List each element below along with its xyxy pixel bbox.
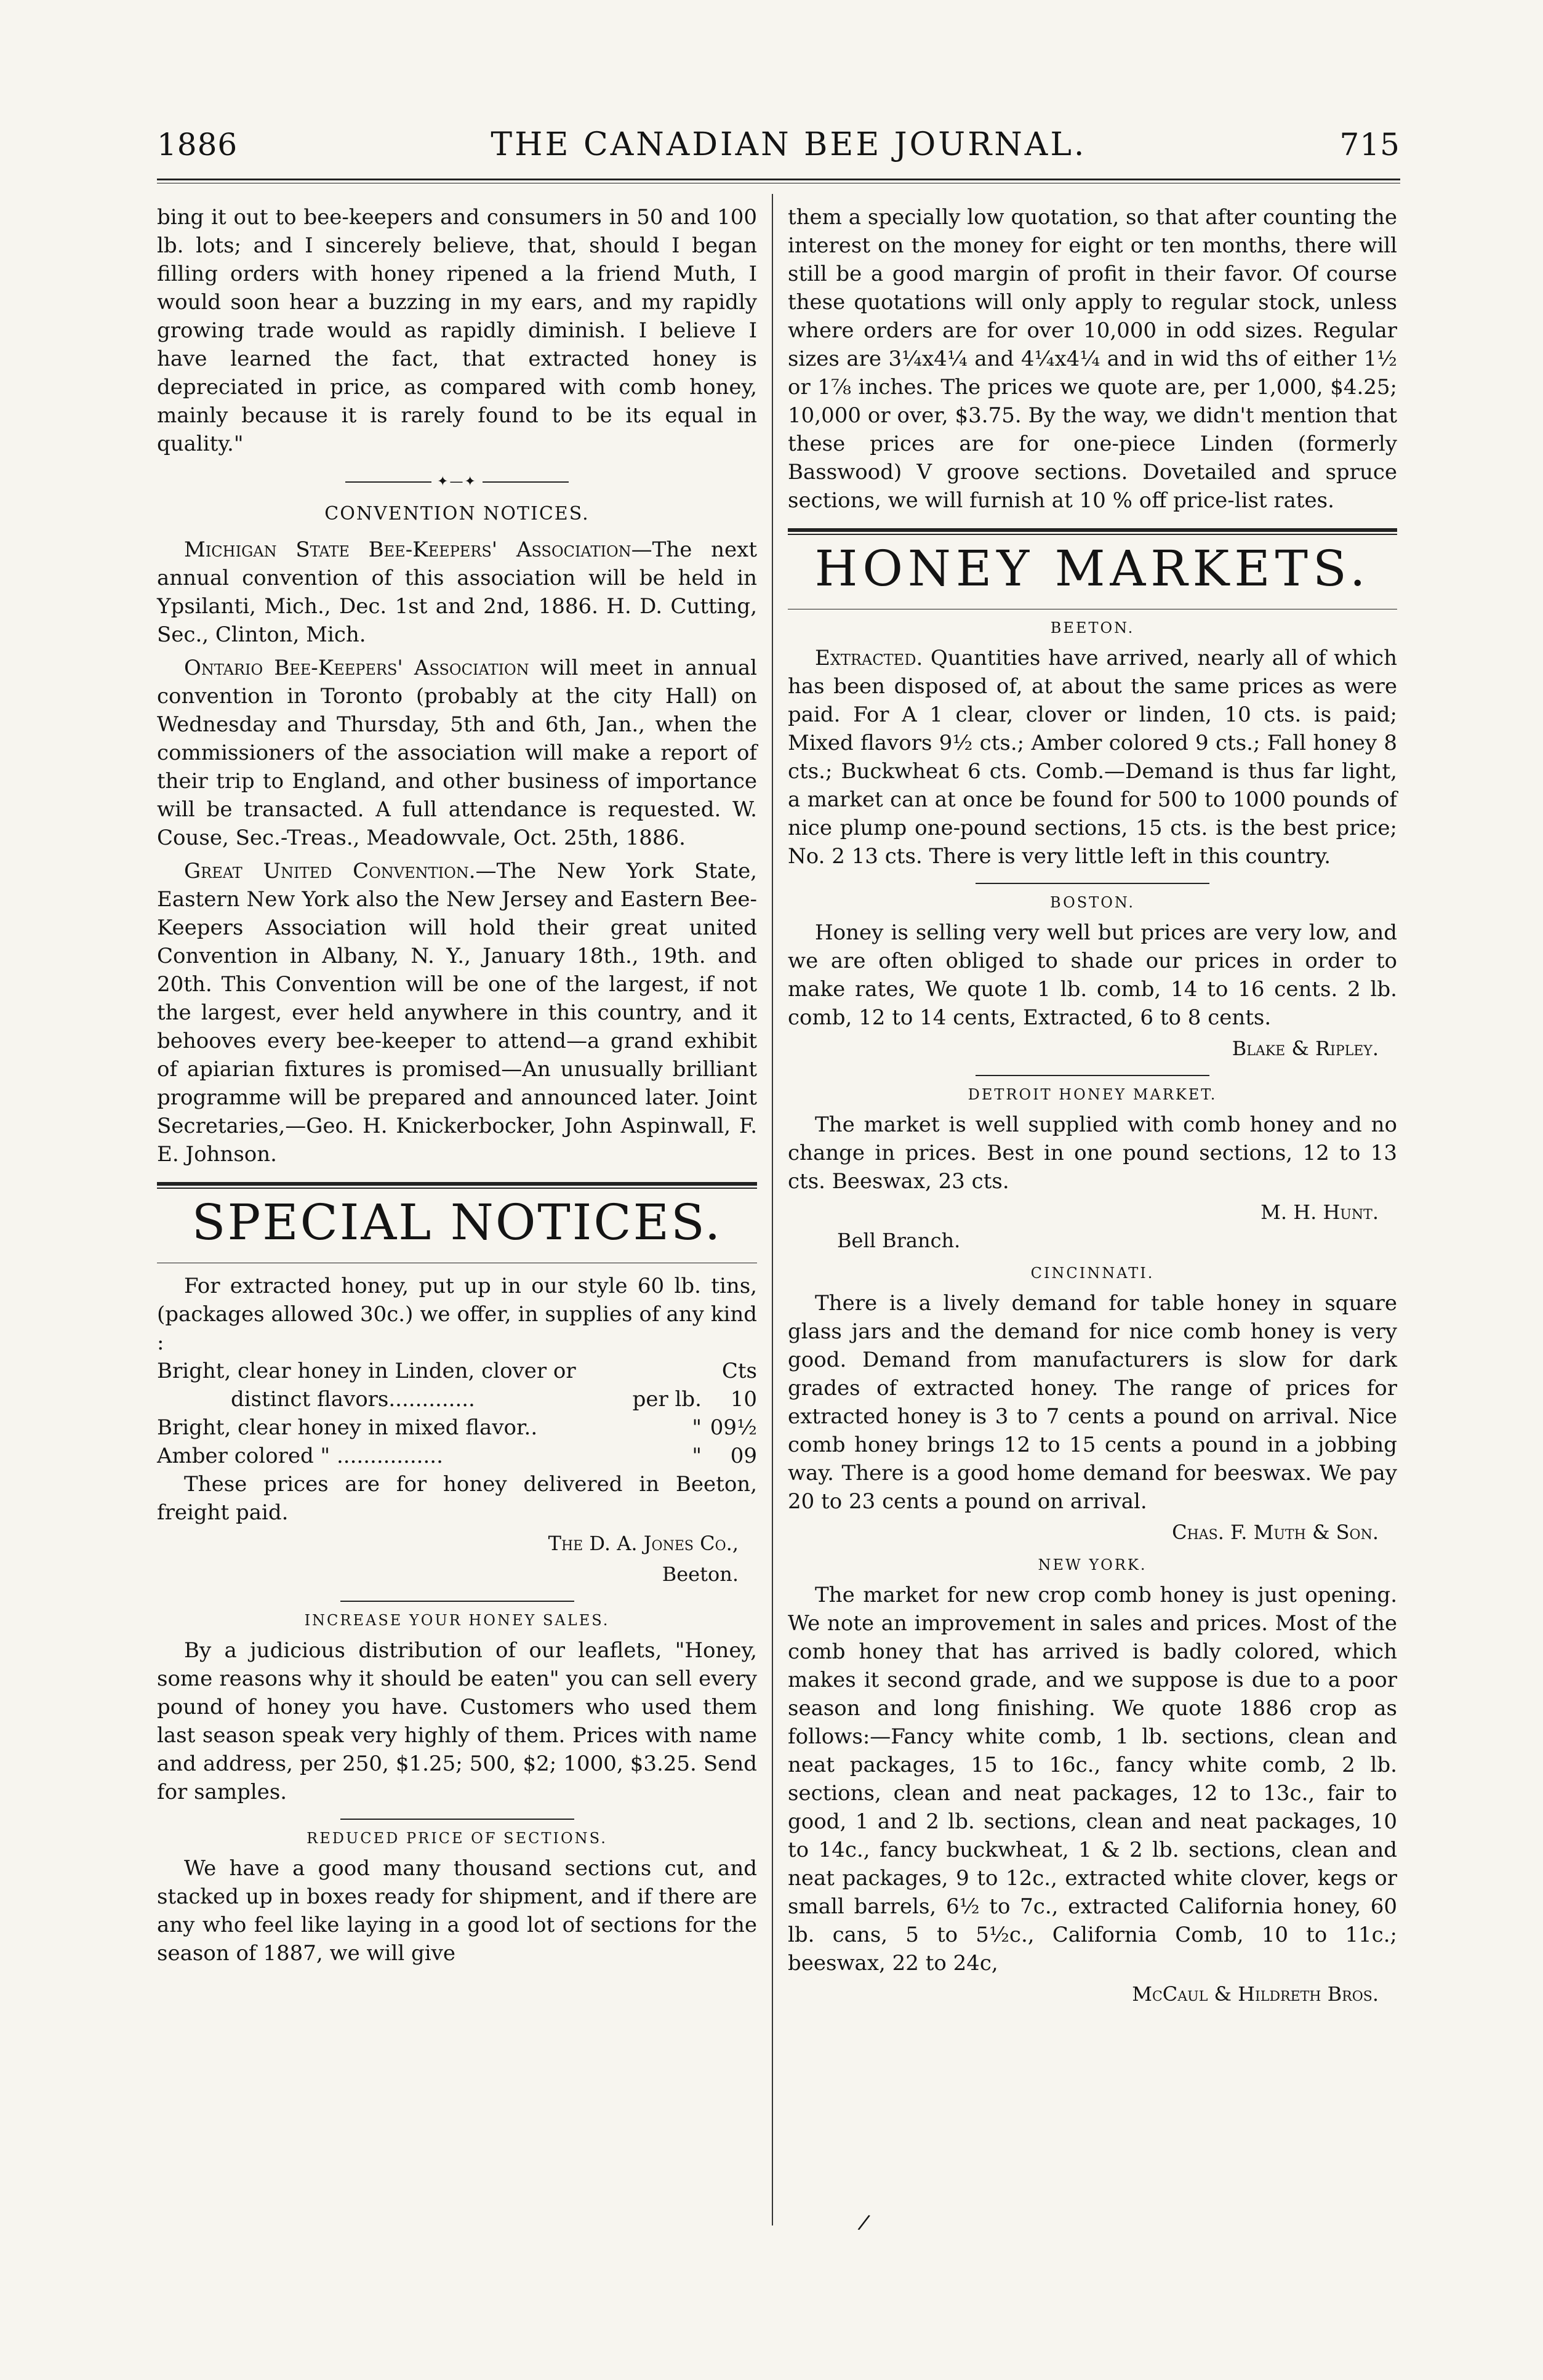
jones-location: Beeton. — [662, 1562, 739, 1586]
price-unit: " — [692, 1444, 702, 1468]
price-label: distinct flavors............. — [231, 1387, 475, 1412]
cincinnati-report: There is a lively demand for table honey in square glass jars and the demand for nice comb honey is very good. Demand from manufacturers is slow for dark grades of extracted honey. The range of prices for extracted honey is 3 to 7 cents a pound on arrival. Nice comb honey brings 12 to 15 cents a pound in a jobbing way. There is a good home demand for beeswax. We pay 20 to 23 cents a pound on arrival. — [788, 1291, 1397, 1514]
michigan-notice — [157, 536, 757, 649]
intro-paragraph: bing it out to bee-keepers and consumers in 50 and 100 lb. lots; and I sincerely believe, that, should I began filling orders with honey ripened a la friend Muth, I would soon hear a buzzing in my ears, and my rapidly growing trade would as rapidly diminish. I believe I have learned the fact, that extracted honey is depreciated in price, as compared with comb honey, mainly because it is rarely found to be its equal in quality." — [157, 205, 757, 456]
prices-note: These prices are for honey delivered in Beeton, freight paid. — [157, 1472, 757, 1525]
price-row — [157, 1413, 757, 1442]
price-label: Bright, clear honey in mixed flavor.. — [157, 1415, 538, 1440]
beeton-report — [788, 644, 1397, 870]
ornament-divider: ✦—✦ — [157, 474, 757, 489]
boston-report: Honey is selling very well but prices are very low, and we are often obliged to shade our prices in order to make rates, We quote 1 lb. comb, 14 to 16 cents. 2 lb. comb, 12 to 14 cents, Extracted, 6 to 8 cents. — [788, 920, 1397, 1030]
convention-notices-heading: CONVENTION NOTICES. — [324, 503, 590, 525]
left-column — [157, 203, 757, 1968]
beeton-text: Quantities have arrived, nearly all of which has been disposed of, at about the same prices as were paid. For A 1 clear, clover or linden, 10 cts. is paid; Mixed flavors 9½ cts.; Amber colored 9 cts.; Fall honey 8 cts.; Buckwheat 6 cts. Comb.—Demand is thus far light, a market can at once be found for 500 to 1000 pounds of nice plump one-pound sections, 15 cts. is the best price; No. 2 13 cts. There is very little left in this country. — [788, 646, 1397, 869]
price-value: 09½ — [710, 1415, 757, 1440]
detroit-place: Bell Branch. — [837, 1229, 961, 1252]
price-unit: " — [692, 1415, 702, 1440]
increase-sales-heading: INCREASE YOUR HONEY SALES. — [304, 1612, 610, 1629]
great-convention-notice — [157, 857, 757, 1168]
great-convention-text: —The New York State, Eastern New York also the New Jersey and Eastern Bee-Keepers Association will hold their great united Convention in Albany, N. Y., January 18th., 19th. and 20th. This Convention will be one of the largest, if not the largest, ever held anywhere in this country, and it behooves every bee-keeper to attend—a grand exhibit of apiarian fixtures is promised—An unusually brilliant programme will be prepared and announced later. Joint Secretaries,—Geo. H. Knickerbocker, John Aspinwall, F. E. Johnson. — [157, 859, 757, 1167]
newyork-heading: NEW YORK. — [1038, 1556, 1147, 1574]
michigan-association-name: Michigan State Bee-Keepers' Association — [184, 537, 631, 562]
cincinnati-heading: CINCINNATI. — [1030, 1264, 1155, 1282]
price-label: Bright, clear honey in Linden, clover or — [157, 1359, 576, 1383]
price-row — [157, 1442, 757, 1470]
price-value: 10 — [730, 1387, 757, 1412]
page-number: 715 — [1339, 127, 1400, 163]
honey-markets-heading: HONEY MARKETS. — [814, 540, 1371, 597]
special-intro: For extracted honey, put up in our style 60 lb. tins, (packages allowed 30c.) we offer, in supplies of any kind : — [157, 1274, 757, 1355]
price-unit: per lb. — [632, 1387, 702, 1412]
special-notices-heading: SPECIAL NOTICES. — [191, 1194, 723, 1251]
price-value: Cts — [721, 1359, 757, 1383]
newyork-signature: McCaul & Hildreth Bros. — [1132, 1982, 1379, 2006]
short-rule — [340, 1601, 574, 1602]
header-year: 1886 — [157, 127, 238, 163]
short-rule — [340, 1819, 574, 1820]
jones-signature: The D. A. Jones Co., — [548, 1532, 739, 1555]
price-table — [157, 1357, 757, 1470]
detroit-report: The market is well supplied with comb honey and no change in prices. Best in one pound sections, 12 to 13 cts. Beeswax, 23 cts. — [788, 1112, 1397, 1194]
short-rule — [976, 1075, 1209, 1076]
price-unit — [628, 1357, 702, 1385]
detroit-heading: DETROIT HONEY MARKET. — [968, 1086, 1217, 1103]
right-column — [788, 203, 1397, 2008]
reduced-price-text: We have a good many thousand sections cut, and stacked up in boxes ready for shipment, and if there are any who feel like laying in a good lot of sections for the season of 1887, we will give — [157, 1856, 757, 1966]
cincinnati-signature: Chas. F. Muth & Son. — [1172, 1521, 1379, 1544]
header-rule — [157, 179, 1400, 183]
section-rule — [788, 528, 1397, 535]
page-header — [157, 126, 1400, 169]
boston-heading: BOSTON. — [1050, 894, 1135, 911]
great-convention-name: Great United Convention. — [184, 859, 476, 883]
ontario-association-name: Ontario Bee-Keepers' Association — [184, 656, 529, 680]
beeton-lead: Extracted. — [815, 646, 923, 670]
ontario-notice-text: will meet in annual convention in Toronto (probably at the city Hall) on Wednesday and Thursday, 5th and 6th, Jan., when the commissioners of the association will make a report of their trip to England, and other business of importance will be transacted. A full attendance is requested. W. Couse, Sec.-Treas., Meadowvale, Oct. 25th, 1886. — [157, 656, 757, 850]
increase-sales-text: By a judicious distribution of our leaflets, "Honey, some reasons why it should be eaten" you can sell every pound of honey you have. Customers who used them last season speak very highly of them. Prices with name and address, per 250, $1.25; 500, $2; 1000, $3.25. Send for samples. — [157, 1638, 757, 1804]
price-label: Amber colored " ................ — [157, 1444, 443, 1468]
detroit-signature: M. H. Hunt. — [1260, 1200, 1379, 1224]
sections-continued-text: them a specially low quotation, so that after counting the interest on the money for eight or ten months, there will still be a good margin of profit in their favor. Of course these quotations will only apply to regular stock, unless where orders are for over 10,000 in odd sizes. Regular sizes are 3¼x4¼ and 4¼x4¼ and in wid ths of either 1½ or 1⅞ inches. The prices we quote are, per 1,000, $4.25; 10,000 or over, $3.75. By the way, we didn't mention that these prices are for one-piece Linden (formerly Basswood) V groove sections. Dovetailed and spruce sections, we will furnish at 10 % off price-list rates. — [788, 205, 1397, 513]
boston-signature: Blake & Ripley. — [1232, 1037, 1379, 1060]
price-value: 09 — [730, 1444, 757, 1468]
beeton-heading: BEETON. — [1050, 619, 1135, 637]
newyork-report: The market for new crop comb honey is just opening. We note an improvement in sales and prices. Most of the comb honey that has arrived is badly colored, which makes it second grade, and we suppose is due to a poor season and long finishing. We quote 1886 crop as follows:—Fancy white comb, 1 lb. sections, clean and neat packages, 15 to 16c., fancy white comb, 2 lb. sections, clean and neat packages, 12 to 13c., fair to good, 1 and 2 lb. sections, clean and neat packages, 10 to 14c., fancy buckwheat, 1 & 2 lb. sections, clean and neat packages, 9 to 12c., extracted white clover, kegs or small barrels, 6½ to 7c., extracted California honey, 60 lb. cans, 5 to 5½c., California Comb, 10 to 11c.; beeswax, 22 to 24c, — [788, 1583, 1397, 1976]
price-row — [157, 1357, 757, 1385]
price-row — [157, 1385, 757, 1413]
column-divider — [772, 194, 773, 2225]
section-rule — [157, 1182, 757, 1189]
ontario-notice — [157, 654, 757, 852]
journal-title: THE CANADIAN BEE JOURNAL. — [491, 126, 1087, 163]
stray-pen-mark: / — [856, 2209, 872, 2235]
reduced-price-heading: REDUCED PRICE OF SECTIONS. — [307, 1830, 607, 1847]
short-rule — [976, 883, 1209, 884]
michigan-notice-text: —The next annual convention of this association will be held in Ypsilanti, Mich., Dec. 1st and 2nd, 1886. H. D. Cutting, Sec., Clinton, Mich. — [157, 537, 757, 647]
